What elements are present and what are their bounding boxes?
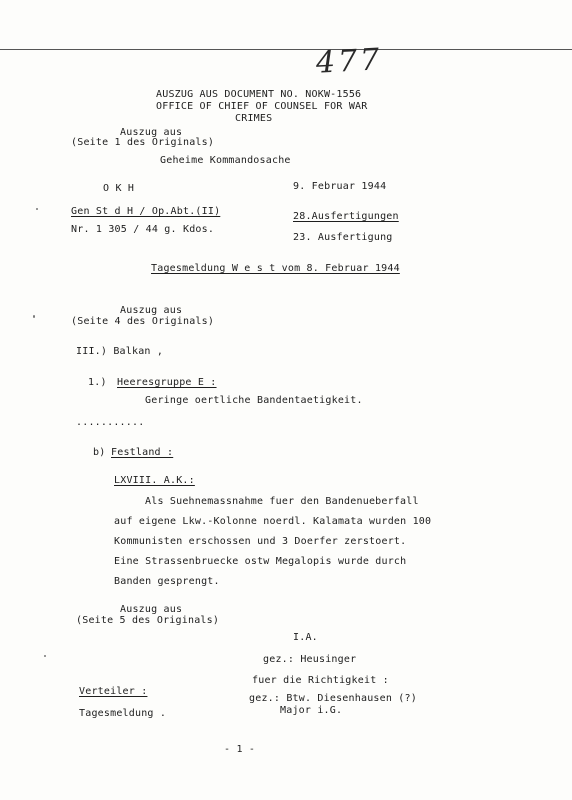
- excerpt-1-page: (Seite 1 des Originals): [71, 137, 215, 148]
- classification: Geheime Kommandosache: [160, 155, 291, 166]
- corps-label: LXVIII. A.K.:: [114, 475, 195, 486]
- army-group-label: Heeresgruppe E :: [117, 377, 217, 388]
- copy-number: 23. Ausfertigung: [293, 232, 393, 243]
- distribution-item: Tagesmeldung .: [79, 708, 167, 719]
- page-edge-rule: [0, 49, 572, 50]
- mainland-label: Festland :: [111, 447, 174, 458]
- reference-number: Nr. 1 305 / 44 g. Kdos.: [71, 224, 215, 235]
- excerpt-3-label: Auszug aus: [120, 604, 183, 615]
- body-line-4: Eine Strassenbruecke ostw Megalopis wurde durch: [114, 556, 407, 567]
- copies-count: 28.Ausfertigungen: [293, 211, 399, 222]
- excerpt-1-label: Auszug aus: [120, 127, 183, 138]
- excerpt-2-label: Auszug aus: [120, 305, 183, 316]
- page-number: - 1 -: [224, 744, 256, 755]
- paper-speck: [33, 315, 35, 318]
- handwritten-page-number: 477: [315, 42, 384, 81]
- report-title: Tagesmeldung W e s t vom 8. Februar 1944: [151, 263, 400, 274]
- signature-signed-1: gez.: Heusinger: [263, 654, 357, 665]
- header-line-1: AUSZUG AUS DOCUMENT NO. NOKW-1556: [156, 89, 362, 100]
- mainland-number: b): [93, 447, 106, 458]
- paper-speck: [36, 208, 38, 210]
- excerpt-2-page: (Seite 4 des Originals): [71, 316, 215, 327]
- document-date: 9. Februar 1944: [293, 181, 387, 192]
- body-line-1: Als Suehnemassnahme fuer den Bandenueberfall: [145, 496, 419, 507]
- body-line-3: Kommunisten erschossen und 3 Doerfer zerstoert.: [114, 536, 407, 547]
- army-group-text: Geringe oertliche Bandentaetigkeit.: [145, 395, 363, 406]
- sender-okh: O K H: [103, 183, 135, 194]
- signature-ia: I.A.: [293, 632, 318, 643]
- signature-rank: Major i.G.: [280, 705, 343, 716]
- ellipsis-dots: ...........: [76, 417, 145, 428]
- header-line-3: CRIMES: [235, 113, 273, 124]
- sender-department: Gen St d H / Op.Abt.(II): [71, 206, 221, 217]
- section-heading: III.) Balkan ,: [76, 346, 164, 357]
- header-line-2: OFFICE OF CHIEF OF COUNSEL FOR WAR: [156, 101, 368, 112]
- signature-signed-2: gez.: Btw. Diesenhausen (?): [249, 693, 417, 704]
- distribution-label: Verteiler :: [79, 686, 148, 697]
- excerpt-3-page: (Seite 5 des Originals): [76, 615, 220, 626]
- signature-correctness: fuer die Richtigkeit :: [252, 675, 389, 686]
- army-group-number: 1.): [88, 377, 107, 388]
- body-line-2: auf eigene Lkw.-Kolonne noerdl. Kalamata wurden 100: [114, 516, 432, 527]
- body-line-5: Banden gesprengt.: [114, 576, 220, 587]
- paper-speck: [44, 655, 46, 657]
